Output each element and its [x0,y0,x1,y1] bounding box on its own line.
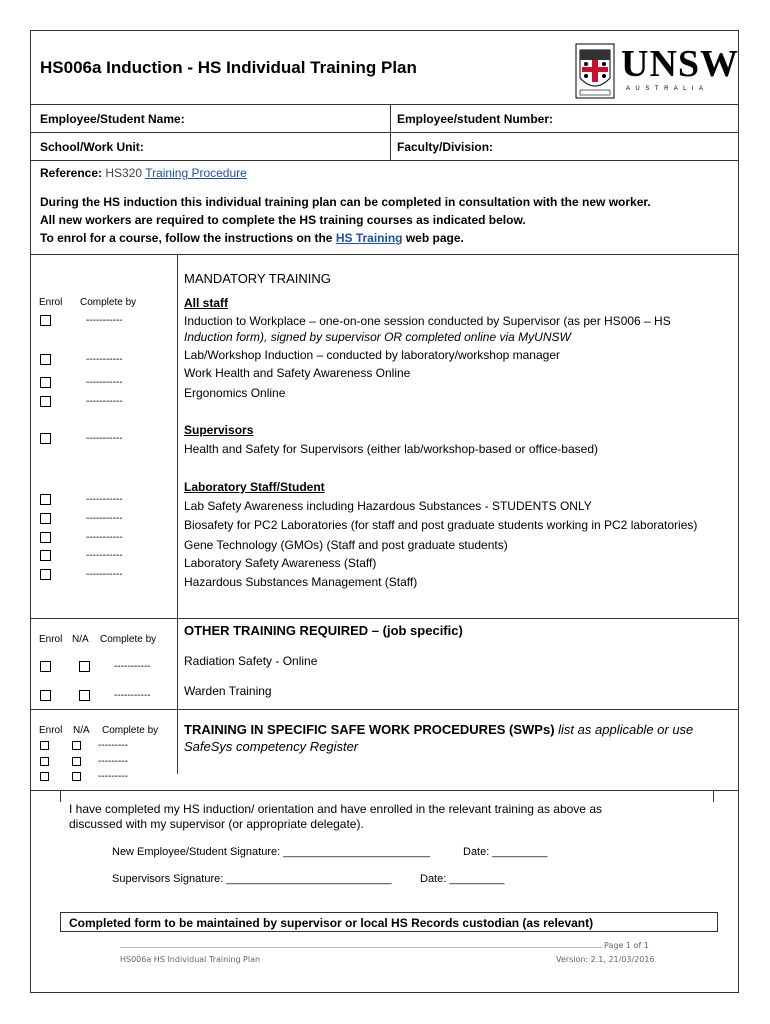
enrol-checkbox[interactable] [40,396,51,407]
enrol-checkbox[interactable] [40,532,51,543]
intro-line-3: To enrol for a course, follow the instructions on the HS Training web page. [40,231,464,245]
col-complete-by: Complete by [100,634,157,645]
lab-heading: Laboratory Staff/Student [184,480,325,494]
training-item: Laboratory Safety Awareness (Staff) [184,556,377,570]
col-complete-by: Complete by [102,725,159,736]
training-item: Health and Safety for Supervisors (either lab/workshop-based or office-based) [184,442,598,456]
custodian-text: Completed form to be maintained by supervisor or local HS Records custodian (as relevant) [69,916,594,930]
complete-by-field[interactable]: ----------- [86,550,123,561]
school-label: School/Work Unit: [40,140,144,154]
na-checkbox[interactable] [72,772,81,781]
complete-by-field[interactable]: --------- [98,771,128,782]
col-na: N/A [73,725,90,736]
na-checkbox[interactable] [79,690,90,701]
page-title: HS006a Induction - HS Individual Training Plan [40,58,417,77]
declaration-line-1: I have completed my HS induction/ orientation and have enrolled in the relevant training as above as [69,802,602,816]
training-item: Induction to Workplace – one-on-one session conducted by Supervisor (as per HS006 – HS [184,314,671,328]
logo-text: UNSW [621,43,740,85]
complete-by-field[interactable]: ----------- [86,315,123,326]
date-field[interactable]: Date: _________ [463,846,548,858]
intro-line-1: During the HS induction this individual training plan can be completed in consultation with the new worker. [40,195,651,209]
name-label: Employee/Student Name: [40,112,185,126]
enrol-checkbox[interactable] [40,494,51,505]
enrol-checkbox[interactable] [40,315,51,326]
swp-heading: TRAINING IN SPECIFIC SAFE WORK PROCEDURES (SWPs) list as applicable or use [184,722,694,737]
logo-subtext: A U S T R A L I A [626,86,705,92]
na-checkbox[interactable] [72,757,81,766]
training-item: Radiation Safety - Online [184,654,318,668]
complete-by-field[interactable]: ----------- [86,377,123,388]
supervisor-signature[interactable]: Supervisors Signature: ___________________________ [112,873,392,885]
enrol-checkbox[interactable] [40,772,49,781]
new-employee-signature[interactable]: New Employee/Student Signature: ________________________ [112,846,431,858]
col-na: N/A [72,634,89,645]
col-complete-by: Complete by [80,297,137,308]
footer-version: Version: 2.1, 21/03/2016 [556,955,655,964]
col-enrol: Enrol [39,634,63,645]
mandatory-heading: MANDATORY TRAINING [184,271,331,286]
na-checkbox[interactable] [72,741,81,750]
col-enrol: Enrol [39,297,63,308]
training-procedure-link[interactable]: Training Procedure [145,166,247,180]
enrol-checkbox[interactable] [40,569,51,580]
training-item: Hazardous Substances Management (Staff) [184,575,418,589]
training-item-cont: Induction form), signed by supervisor OR completed online via MyUNSW [184,330,571,344]
complete-by-field[interactable]: ----------- [86,513,123,524]
swp-line-2: SafeSys competency Register [184,739,359,754]
training-item: Work Health and Safety Awareness Online [184,366,411,380]
date-field[interactable]: Date: _________ [420,873,505,885]
complete-by-field[interactable]: ----------- [86,354,123,365]
enrol-checkbox[interactable] [40,661,51,672]
training-item: Lab/Workshop Induction – conducted by laboratory/workshop manager [184,348,561,362]
reference-code: HS320 [105,166,143,180]
training-item: Gene Technology (GMOs) (Staff and post graduate students) [184,538,508,552]
page-number: Page 1 of 1 [604,941,649,950]
hs-training-link[interactable]: HS Training [335,231,403,245]
complete-by-field[interactable]: ----------- [114,690,151,701]
enrol-checkbox[interactable] [40,513,51,524]
supervisors-heading: Supervisors [184,423,254,437]
enrol-checkbox[interactable] [40,690,51,701]
unsw-logo [574,42,740,102]
all-staff-heading: All staff [184,296,229,310]
training-item: Biosafety for PC2 Laboratories (for staff and post graduate students working in PC2 laboratories) [184,518,698,532]
reference-line: Reference: HS320 Training Procedure [40,166,247,180]
training-item: Lab Safety Awareness including Hazardous Substances - STUDENTS ONLY [184,499,592,513]
col-enrol: Enrol [39,725,63,736]
footer-left: HS006a HS Individual Training Plan [120,955,261,964]
intro-line-2: All new workers are required to complete the HS training courses as indicated below. [40,213,526,227]
complete-by-field[interactable]: ----------- [86,494,123,505]
enrol-checkbox[interactable] [40,433,51,444]
number-label: Employee/student Number: [397,112,554,126]
training-item: Ergonomics Online [184,386,286,400]
complete-by-field[interactable]: --------- [98,740,128,751]
enrol-checkbox[interactable] [40,741,49,750]
enrol-checkbox[interactable] [40,377,51,388]
training-item: Warden Training [184,684,272,698]
enrol-checkbox[interactable] [40,757,49,766]
complete-by-field[interactable]: ----------- [114,661,151,672]
complete-by-field[interactable]: ----------- [86,569,123,580]
complete-by-field[interactable]: ----------- [86,532,123,543]
faculty-label: Faculty/Division: [397,140,494,154]
complete-by-field[interactable]: --------- [98,756,128,767]
enrol-checkbox[interactable] [40,550,51,561]
declaration-line-2: discussed with my supervisor (or appropriate delegate). [69,817,364,831]
na-checkbox[interactable] [79,661,90,672]
enrol-checkbox[interactable] [40,354,51,365]
other-heading: OTHER TRAINING REQUIRED – (job specific) [184,623,463,638]
custodian-box [60,912,718,932]
complete-by-field[interactable]: ----------- [86,396,123,407]
complete-by-field[interactable]: ----------- [86,433,123,444]
